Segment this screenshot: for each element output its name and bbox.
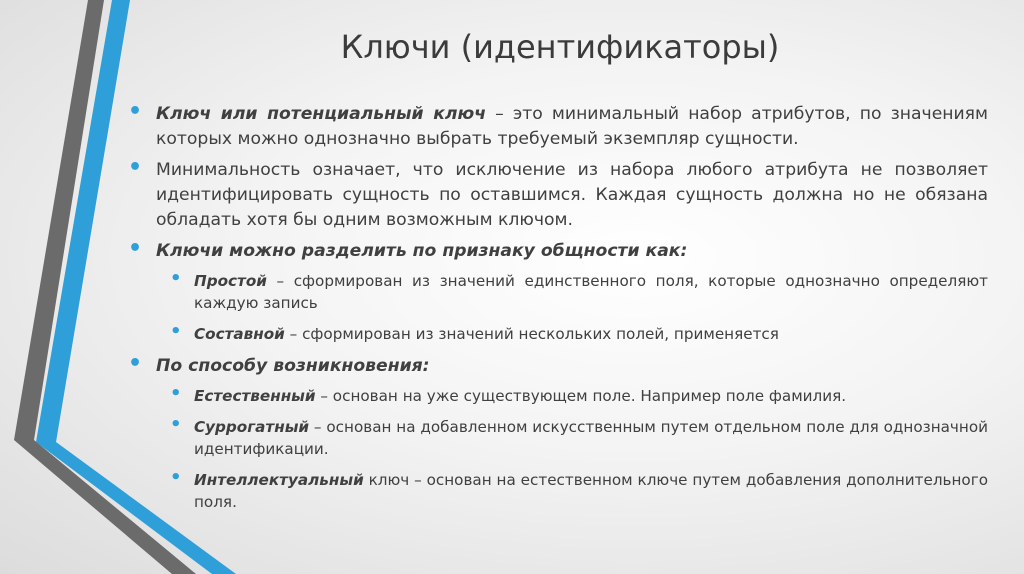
item-text: Минимальность означает, что исключение из набора любого атрибута не позволяет идентифицировать сущность по оставшимся. Каждая сущность должна но не обязана обладать хотя бы одним возможным ключом.: [156, 160, 988, 230]
section-heading: По способу возникновения:: [156, 356, 430, 376]
item-text: – основан на уже существующем поле. Например поле фамилия.: [315, 387, 847, 405]
bullet-marker: •: [128, 99, 143, 124]
content-list: [128, 99, 988, 522]
sub-list-item: [128, 469, 988, 513]
sub-list-item: [128, 416, 988, 460]
bullet-marker: •: [128, 351, 143, 376]
item-text: ключ – основан на естественном ключе путем добавления дополнительного поля.: [194, 471, 988, 511]
sub-bullet-marker: •: [170, 414, 182, 435]
term-intelligent: Интеллектуальный: [194, 471, 364, 489]
term-composite: Составной: [194, 325, 285, 343]
list-item-heading: [128, 351, 988, 379]
term-key: Ключ или потенциальный ключ: [156, 104, 486, 124]
sub-bullet-marker: •: [170, 321, 182, 342]
section-heading: Ключи можно разделить по признаку общности как:: [156, 241, 688, 261]
sub-list-item: [128, 270, 988, 314]
list-item: [128, 155, 988, 233]
item-text: – основан на добавленном искусственным путем отдельном поле для однозначной идентификации.: [194, 418, 988, 458]
item-text: – сформирован из значений единственного поля, которые однозначно определяют каждую запись: [194, 272, 988, 312]
list-item: [128, 99, 988, 152]
sub-bullet-marker: •: [170, 467, 182, 488]
item-text: – сформирован из значений нескольких полей, применяется: [284, 325, 779, 343]
bullet-marker: •: [128, 155, 143, 180]
sub-list-item: [128, 323, 988, 345]
term-natural: Естественный: [194, 387, 316, 405]
sub-bullet-marker: •: [170, 268, 182, 289]
term-surrogate: Суррогатный: [194, 418, 310, 436]
list-item-heading: [128, 236, 988, 264]
bullet-marker: •: [128, 236, 143, 261]
page-title: Ключи (идентификаторы): [340, 28, 780, 66]
item-text: – это минимальный набор атрибутов, по значениям которых можно однозначно выбрать требуемый экземпляр сущности.: [156, 104, 988, 149]
term-simple: Простой: [194, 272, 267, 290]
sub-list-item: [128, 385, 988, 407]
sub-bullet-marker: •: [170, 383, 182, 404]
